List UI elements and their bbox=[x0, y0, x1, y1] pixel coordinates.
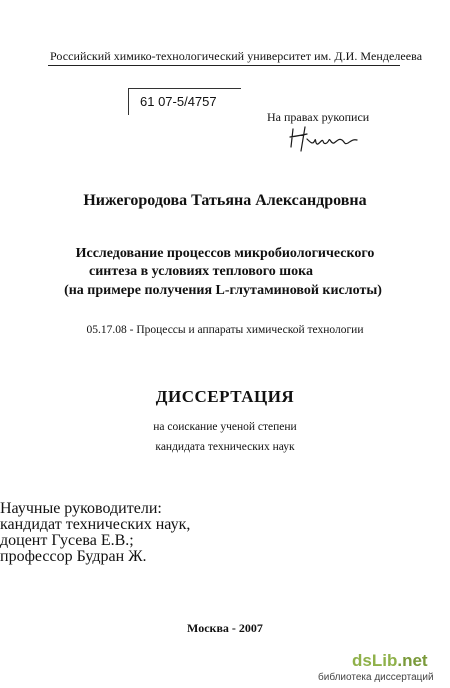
watermark-logo[interactable] bbox=[352, 651, 428, 671]
watermark-subtitle: библиотека диссертаций bbox=[318, 672, 434, 683]
manuscript-rights-note: На правах рукописи bbox=[267, 110, 370, 124]
title-line: (на примере получения L-глутаминовой кислоты) bbox=[64, 283, 382, 298]
specialty-code: 05.17.08 - Процессы и аппараты химической технологии bbox=[86, 324, 364, 336]
advisors-heading: Научные руководители: bbox=[0, 500, 162, 517]
place-and-year: Москва - 2007 bbox=[187, 621, 263, 635]
watermark-logo-domain: .net bbox=[397, 651, 428, 670]
title-line: Исследование процессов микробиологического bbox=[75, 246, 375, 261]
degree-line: на соискание ученой степени bbox=[153, 421, 297, 433]
watermark-logo-main: dsLib bbox=[352, 651, 398, 670]
catalog-code: 61 07-5/4757 bbox=[140, 94, 217, 109]
advisor-line: профессор Будран Ж. bbox=[0, 548, 147, 565]
advisor-line: кандидат технических наук, bbox=[0, 516, 191, 533]
advisor-line: доцент Гусева Е.В.; bbox=[0, 532, 134, 549]
document-type-heading: ДИССЕРТАЦИЯ bbox=[155, 387, 295, 406]
header-underline bbox=[48, 65, 400, 66]
university-name: Российский химико-технологический университет им. Д.И. Менделеева bbox=[50, 49, 423, 63]
degree-line: кандидата технических наук bbox=[155, 441, 295, 453]
handwritten-signature bbox=[287, 125, 367, 155]
author-name: Нижегородова Татьяна Александровна bbox=[83, 192, 367, 209]
title-line: синтеза в условиях теплового шока bbox=[89, 264, 313, 279]
